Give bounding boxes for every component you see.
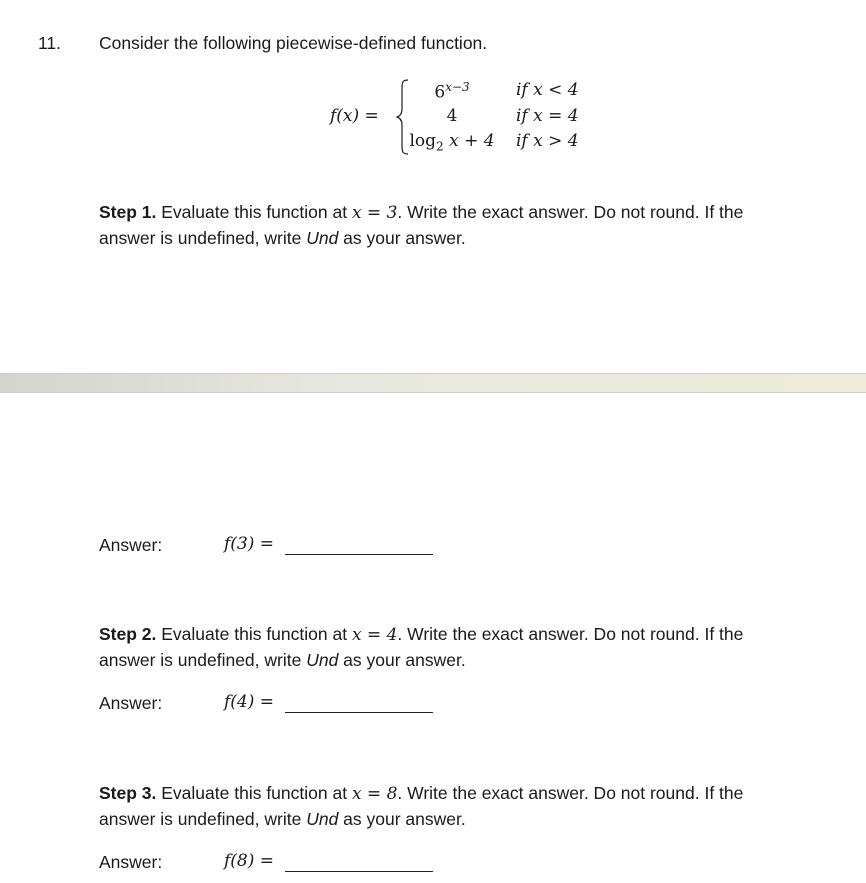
- function-lhs: f(x) =: [330, 106, 379, 126]
- step-2-instructions: Step 2. Evaluate this function at x = 4. Write the exact answer. Do not round. If the answer is undefined, write Und as your answer.: [99, 624, 744, 670]
- step-3-instructions: Step 3. Evaluate this function at x = 8. Write the exact answer. Do not round. If the answer is undefined, write Und as your answer.: [99, 783, 744, 829]
- case-condition-2: if x = 4: [516, 106, 579, 126]
- answer-input-line[interactable]: [285, 534, 433, 555]
- problem-intro: Consider the following piecewise-defined function.: [99, 33, 488, 53]
- case-expr-2: 4: [446, 106, 458, 126]
- answer-label: Answer:: [99, 693, 163, 713]
- step-label: Step 2.: [99, 624, 157, 644]
- problem-number: 11.: [38, 33, 62, 53]
- step-label: Step 1.: [99, 202, 157, 222]
- answer-input-line[interactable]: [285, 851, 433, 872]
- page-break-divider: [0, 373, 866, 393]
- answer-label: Answer:: [99, 852, 163, 872]
- case-expr-1: $6^{x-3}$: [434, 80, 470, 103]
- case-condition-1: if x < 4: [516, 80, 579, 100]
- answer-function: f(3) =: [224, 534, 275, 554]
- case-expr-3: $\log_2 x + 4$: [409, 131, 495, 154]
- step-1-instructions: Step 1. Evaluate this function at x = 3. Write the exact answer. Do not round. If the answer is undefined, write Und as your answer.: [99, 202, 744, 248]
- answer-function: f(8) =: [224, 851, 275, 871]
- step-label: Step 3.: [99, 783, 157, 803]
- answer-function: f(4) =: [224, 692, 275, 712]
- case-condition-3: if x > 4: [516, 131, 579, 151]
- answer-label: Answer:: [99, 535, 163, 555]
- answer-input-line[interactable]: [285, 692, 433, 713]
